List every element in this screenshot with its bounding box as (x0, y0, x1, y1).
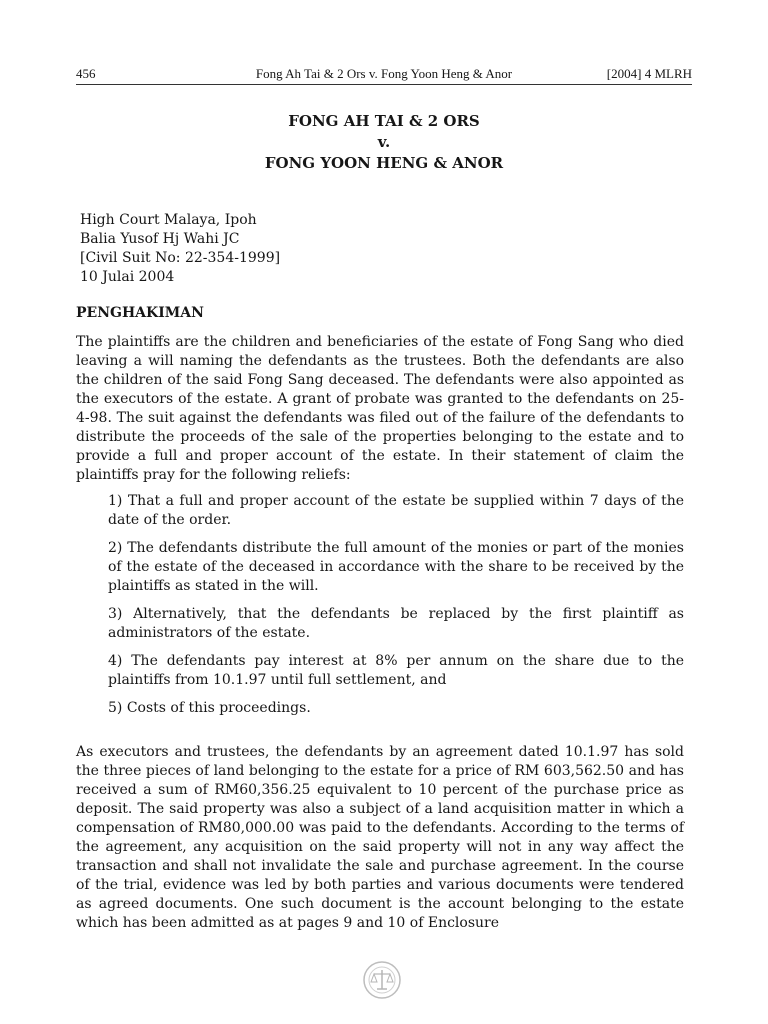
section-heading: PENGHAKIMAN (76, 305, 204, 321)
court-seal-icon (362, 960, 402, 1000)
relief-item: 5) Costs of this proceedings. (108, 700, 311, 716)
citation: [2004] 4 MLRH (606, 66, 692, 81)
case-title (76, 111, 692, 174)
relief-item: 3) Alternatively, that the defendants be replaced by the first plaintiff as administrators of the estate. (108, 606, 684, 641)
relief-item: 1) That a full and proper account of the estate be supplied within 7 days of the date of the order. (108, 493, 684, 528)
running-title: Fong Ah Tai & 2 Ors v. Fong Yoon Heng & Anor (255, 66, 513, 81)
case-title-plaintiffs: FONG AH TAI & 2 ORS (288, 112, 480, 130)
paragraph-agreement: As executors and trustees, the defendants by an agreement dated 10.1.97 has sold the three pieces of land belonging to the estate for a price of RM 603,562.50 and has received a sum of RM60,356.25 equivalent to 10 percent of the purchase price as deposit. The said property was also a subject of a land acquisition matter in which a compensation of RM80,000.00 was paid to the defendants. According to the terms of the agreement, any acquisition on the said property will not in any way affect the transaction and shall not invalidate the sale and purchase agreement. In the course of the trial, evidence was led by both parties and various documents were tendered as agreed documents. One such document is the account belonging to the estate which has been admitted as at pages 9 and 10 of Enclosure (76, 744, 684, 931)
relief-list (108, 492, 684, 727)
court-name: High Court Malaya, Ipoh (80, 212, 257, 228)
running-header (76, 66, 692, 85)
case-title-versus: v. (377, 133, 391, 151)
relief-item: 4) The defendants pay interest at 8% per annum on the share due to the plaintiffs from 10.1.97 until full settlement, and (108, 653, 684, 688)
page-number: 456 (76, 66, 96, 81)
judgment-date: 10 Julai 2004 (80, 269, 175, 285)
suit-number: [Civil Suit No: 22-354-1999] (80, 250, 281, 266)
case-title-defendants: FONG YOON HENG & ANOR (264, 154, 504, 172)
case-meta (80, 211, 280, 287)
relief-item: 2) The defendants distribute the full amount of the monies or part of the monies of the estate of the deceased in accordance with the share to be received by the plaintiffs as stated in the will. (108, 540, 684, 594)
judge-name: Balia Yusof Hj Wahi JC (80, 231, 240, 247)
paragraph-intro: The plaintiffs are the children and beneficiaries of the estate of Fong Sang who died leaving a will naming the defendants as the trustees. Both the defendants are also the children of the said Fong Sang deceased. The defendants were also appointed as the executors of the estate. A grant of probate was granted to the defendants on 25-4-98. The suit against the defendants was filed out of the failure of the defendants to distribute the proceeds of the sale of the properties belonging to the estate and to provide a full and proper account of the estate. In their statement of claim the plaintiffs pray for the following reliefs: (76, 334, 684, 483)
